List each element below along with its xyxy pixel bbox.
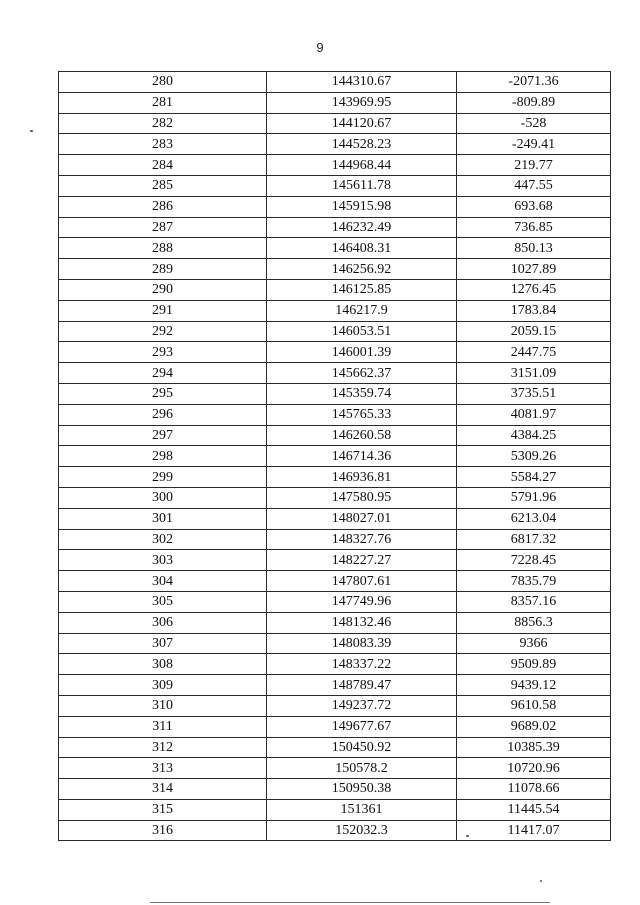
value-cell: 146408.31 bbox=[267, 238, 457, 259]
row-index-cell: 290 bbox=[59, 279, 267, 300]
row-index-cell: 296 bbox=[59, 404, 267, 425]
value-cell: 146260.58 bbox=[267, 425, 457, 446]
table-row bbox=[59, 217, 611, 238]
difference-cell: 1027.89 bbox=[457, 259, 611, 280]
row-index-cell: 301 bbox=[59, 508, 267, 529]
table-row bbox=[59, 508, 611, 529]
table-row bbox=[59, 758, 611, 779]
value-cell: 143969.95 bbox=[267, 92, 457, 113]
difference-cell: 7835.79 bbox=[457, 571, 611, 592]
row-index-cell: 293 bbox=[59, 342, 267, 363]
difference-cell: 736.85 bbox=[457, 217, 611, 238]
difference-cell: 8856.3 bbox=[457, 612, 611, 633]
table-body bbox=[59, 72, 611, 841]
scan-speck bbox=[466, 835, 469, 837]
row-index-cell: 307 bbox=[59, 633, 267, 654]
row-index-cell: 297 bbox=[59, 425, 267, 446]
table-row bbox=[59, 612, 611, 633]
difference-cell: 4081.97 bbox=[457, 404, 611, 425]
row-index-cell: 302 bbox=[59, 529, 267, 550]
scan-speck bbox=[30, 130, 33, 132]
value-cell: 146714.36 bbox=[267, 446, 457, 467]
table-row bbox=[59, 175, 611, 196]
table-row bbox=[59, 654, 611, 675]
table-row bbox=[59, 695, 611, 716]
row-index-cell: 304 bbox=[59, 571, 267, 592]
value-cell: 145359.74 bbox=[267, 383, 457, 404]
row-index-cell: 286 bbox=[59, 196, 267, 217]
row-index-cell: 298 bbox=[59, 446, 267, 467]
row-index-cell: 285 bbox=[59, 175, 267, 196]
difference-cell: 1276.45 bbox=[457, 279, 611, 300]
table-row bbox=[59, 550, 611, 571]
value-cell: 146256.92 bbox=[267, 259, 457, 280]
value-cell: 146936.81 bbox=[267, 467, 457, 488]
value-cell: 145662.37 bbox=[267, 363, 457, 384]
row-index-cell: 294 bbox=[59, 363, 267, 384]
table-row bbox=[59, 321, 611, 342]
row-index-cell: 289 bbox=[59, 259, 267, 280]
difference-cell: 5791.96 bbox=[457, 487, 611, 508]
difference-cell: 3735.51 bbox=[457, 383, 611, 404]
table-row bbox=[59, 737, 611, 758]
row-index-cell: 305 bbox=[59, 591, 267, 612]
difference-cell: 9439.12 bbox=[457, 675, 611, 696]
difference-cell: 219.77 bbox=[457, 155, 611, 176]
value-cell: 146053.51 bbox=[267, 321, 457, 342]
difference-cell: 9509.89 bbox=[457, 654, 611, 675]
table-row bbox=[59, 446, 611, 467]
row-index-cell: 308 bbox=[59, 654, 267, 675]
table-row bbox=[59, 196, 611, 217]
difference-cell: 3151.09 bbox=[457, 363, 611, 384]
value-cell: 146125.85 bbox=[267, 279, 457, 300]
table-row bbox=[59, 383, 611, 404]
row-index-cell: 281 bbox=[59, 92, 267, 113]
difference-cell: 11445.54 bbox=[457, 799, 611, 820]
value-cell: 150450.92 bbox=[267, 737, 457, 758]
table-row bbox=[59, 591, 611, 612]
value-cell: 148327.76 bbox=[267, 529, 457, 550]
value-cell: 147749.96 bbox=[267, 591, 457, 612]
value-cell: 144968.44 bbox=[267, 155, 457, 176]
table-row bbox=[59, 467, 611, 488]
difference-cell: 1783.84 bbox=[457, 300, 611, 321]
row-index-cell: 310 bbox=[59, 695, 267, 716]
value-cell: 145765.33 bbox=[267, 404, 457, 425]
difference-cell: 4384.25 bbox=[457, 425, 611, 446]
value-cell: 145915.98 bbox=[267, 196, 457, 217]
row-index-cell: 299 bbox=[59, 467, 267, 488]
value-cell: 148083.39 bbox=[267, 633, 457, 654]
row-index-cell: 283 bbox=[59, 134, 267, 155]
table-row bbox=[59, 487, 611, 508]
value-cell: 149677.67 bbox=[267, 716, 457, 737]
row-index-cell: 282 bbox=[59, 113, 267, 134]
table-row bbox=[59, 571, 611, 592]
difference-cell: 11417.07 bbox=[457, 820, 611, 841]
table-row bbox=[59, 425, 611, 446]
difference-cell: 10720.96 bbox=[457, 758, 611, 779]
difference-cell: 8357.16 bbox=[457, 591, 611, 612]
difference-cell: -249.41 bbox=[457, 134, 611, 155]
table-row bbox=[59, 342, 611, 363]
row-index-cell: 287 bbox=[59, 217, 267, 238]
table-row bbox=[59, 155, 611, 176]
value-cell: 149237.72 bbox=[267, 695, 457, 716]
difference-cell: 2447.75 bbox=[457, 342, 611, 363]
value-cell: 148132.46 bbox=[267, 612, 457, 633]
row-index-cell: 315 bbox=[59, 799, 267, 820]
difference-cell: 850.13 bbox=[457, 238, 611, 259]
table-row bbox=[59, 238, 611, 259]
value-cell: 148337.22 bbox=[267, 654, 457, 675]
difference-cell: -2071.36 bbox=[457, 72, 611, 93]
row-index-cell: 314 bbox=[59, 779, 267, 800]
table-row bbox=[59, 716, 611, 737]
value-cell: 147807.61 bbox=[267, 571, 457, 592]
value-cell: 150578.2 bbox=[267, 758, 457, 779]
value-cell: 148027.01 bbox=[267, 508, 457, 529]
difference-cell: 6213.04 bbox=[457, 508, 611, 529]
page-number: 9 bbox=[316, 40, 324, 55]
table-row bbox=[59, 259, 611, 280]
value-cell: 145611.78 bbox=[267, 175, 457, 196]
difference-cell: 9366 bbox=[457, 633, 611, 654]
row-index-cell: 316 bbox=[59, 820, 267, 841]
value-cell: 144528.23 bbox=[267, 134, 457, 155]
difference-cell: 10385.39 bbox=[457, 737, 611, 758]
table-row bbox=[59, 779, 611, 800]
data-table bbox=[58, 71, 611, 841]
difference-cell: -528 bbox=[457, 113, 611, 134]
difference-cell: 5584.27 bbox=[457, 467, 611, 488]
table-row bbox=[59, 300, 611, 321]
table-row bbox=[59, 363, 611, 384]
table-row bbox=[59, 134, 611, 155]
scan-speck bbox=[540, 880, 542, 882]
difference-cell: -809.89 bbox=[457, 92, 611, 113]
value-cell: 150950.38 bbox=[267, 779, 457, 800]
value-cell: 146001.39 bbox=[267, 342, 457, 363]
table-row bbox=[59, 92, 611, 113]
difference-cell: 2059.15 bbox=[457, 321, 611, 342]
table-row bbox=[59, 113, 611, 134]
difference-cell: 5309.26 bbox=[457, 446, 611, 467]
row-index-cell: 313 bbox=[59, 758, 267, 779]
value-cell: 146232.49 bbox=[267, 217, 457, 238]
table-row bbox=[59, 820, 611, 841]
difference-cell: 7228.45 bbox=[457, 550, 611, 571]
row-index-cell: 306 bbox=[59, 612, 267, 633]
row-index-cell: 300 bbox=[59, 487, 267, 508]
value-cell: 144310.67 bbox=[267, 72, 457, 93]
row-index-cell: 291 bbox=[59, 300, 267, 321]
table-row bbox=[59, 799, 611, 820]
value-cell: 148789.47 bbox=[267, 675, 457, 696]
difference-cell: 447.55 bbox=[457, 175, 611, 196]
table-row bbox=[59, 279, 611, 300]
value-cell: 144120.67 bbox=[267, 113, 457, 134]
bottom-rule bbox=[150, 902, 550, 903]
table-row bbox=[59, 529, 611, 550]
table-row bbox=[59, 404, 611, 425]
table-row bbox=[59, 675, 611, 696]
row-index-cell: 284 bbox=[59, 155, 267, 176]
difference-cell: 11078.66 bbox=[457, 779, 611, 800]
row-index-cell: 288 bbox=[59, 238, 267, 259]
table-row bbox=[59, 72, 611, 93]
difference-cell: 9610.58 bbox=[457, 695, 611, 716]
value-cell: 148227.27 bbox=[267, 550, 457, 571]
difference-cell: 693.68 bbox=[457, 196, 611, 217]
row-index-cell: 292 bbox=[59, 321, 267, 342]
value-cell: 147580.95 bbox=[267, 487, 457, 508]
row-index-cell: 312 bbox=[59, 737, 267, 758]
value-cell: 146217.9 bbox=[267, 300, 457, 321]
row-index-cell: 295 bbox=[59, 383, 267, 404]
table-row bbox=[59, 633, 611, 654]
row-index-cell: 309 bbox=[59, 675, 267, 696]
difference-cell: 6817.32 bbox=[457, 529, 611, 550]
difference-cell: 9689.02 bbox=[457, 716, 611, 737]
row-index-cell: 303 bbox=[59, 550, 267, 571]
value-cell: 152032.3 bbox=[267, 820, 457, 841]
row-index-cell: 311 bbox=[59, 716, 267, 737]
row-index-cell: 280 bbox=[59, 72, 267, 93]
value-cell: 151361 bbox=[267, 799, 457, 820]
